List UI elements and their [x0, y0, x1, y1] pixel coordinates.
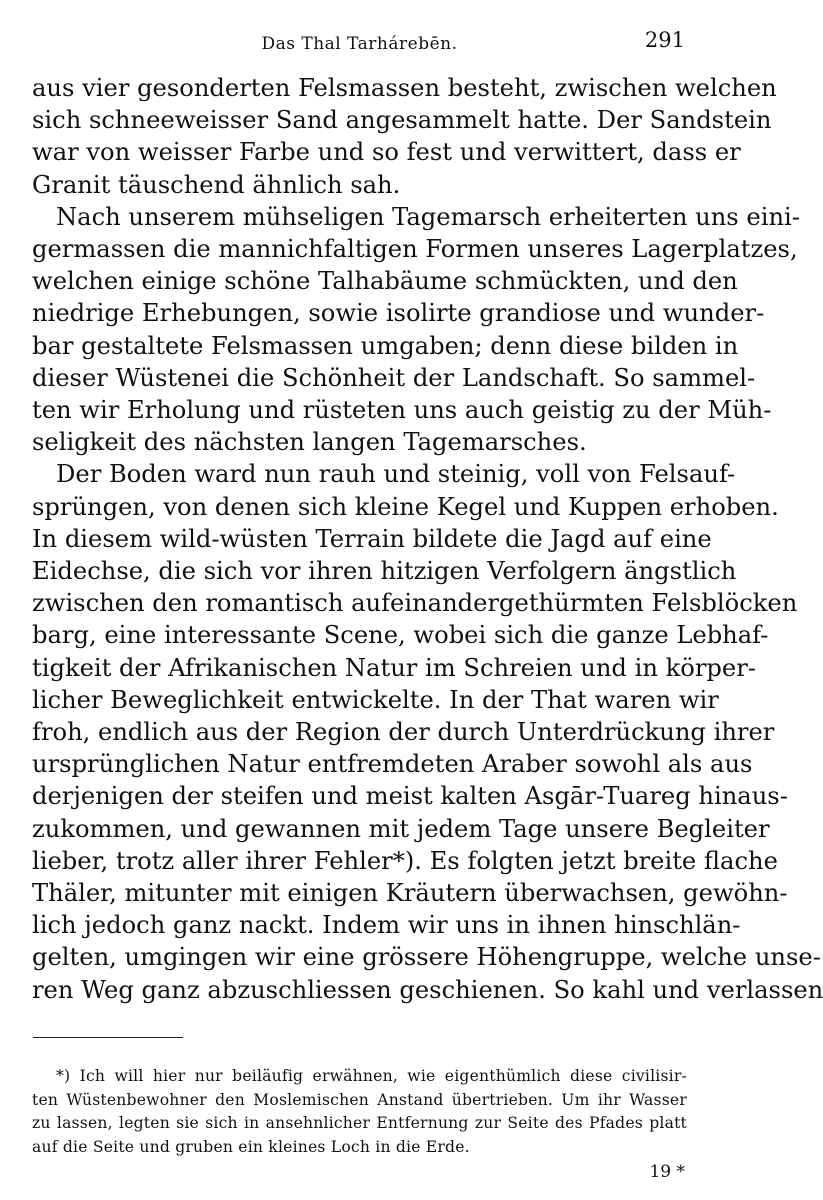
text-line: barg, eine interessante Scene, wobei sich die ganze Lebhaf-: [32, 621, 769, 650]
text-line: ren Weg ganz abzuschliessen geschienen. So kahl und verlassen: [32, 975, 823, 1004]
footnote: [32, 1065, 687, 1159]
paragraph-1: [32, 72, 777, 201]
page-header: [32, 28, 687, 58]
text-line: Nach unserem mühseligen Tagemarsch erheiterten uns eini-: [56, 202, 800, 231]
text-line: sich schneeweisser Sand angesammelt hatte. Der Sandstein: [32, 106, 772, 135]
running-title: Das Thal Tarhárebēn.: [261, 34, 458, 54]
text-line: lich jedoch ganz nackt. Indem wir uns in ihnen hinschlän-: [32, 911, 741, 940]
text-line: niedrige Erhebungen, sowie isolirte grandiose und wunder-: [32, 299, 765, 328]
text-line: bar gestaltete Felsmassen umgaben; denn diese bilden in: [32, 331, 739, 360]
text-line: welchen einige schöne Talhabäume schmückten, und den: [32, 267, 738, 296]
footnote-rule: [33, 1037, 183, 1038]
text-line: germassen die mannichfaltigen Formen unseres Lagerplatzes,: [32, 235, 798, 264]
text-line: aus vier gesonderten Felsmassen besteht, zwischen welchen: [32, 74, 777, 102]
text-line: dieser Wüstenei die Schönheit der Landschaft. So sammel-: [32, 363, 756, 392]
text-line: lieber, trotz aller ihrer Fehler*). Es folgten jetzt breite flache: [32, 846, 778, 875]
footnote-line: ten Wüstenbewohner den Moslemischen Anstand übertrieben. Um ihr Wasser: [32, 1090, 687, 1109]
text-line: licher Beweglichkeit entwickelte. In der That waren wir: [32, 685, 719, 714]
text-line: froh, endlich aus der Region der durch Unterdrückung ihrer: [32, 718, 775, 747]
text-line: Thäler, mitunter mit einigen Kräutern überwachsen, gewöhn-: [32, 879, 788, 908]
text-line: gelten, umgingen wir eine grössere Höhengruppe, welche unse-: [32, 943, 821, 972]
main-text: [32, 72, 823, 1006]
footnote-line: zu lassen, legten sie sich in ansehnlicher Entfernung zur Seite des Pfades platt: [32, 1114, 687, 1133]
text-line: zukommen, und gewannen mit jedem Tage unsere Begleiter: [32, 814, 770, 843]
page-number: 291: [644, 28, 685, 52]
footnote-line: *) Ich will hier nur beiläufig erwähnen, wie eigenthümlich diese civilisir-: [56, 1067, 687, 1085]
text-line: Granit täuschend ähnlich sah.: [32, 170, 401, 199]
text-line: Der Boden ward nun rauh und steinig, voll von Felsauf-: [56, 460, 736, 489]
signature-mark: 19 *: [649, 1162, 685, 1182]
text-line: zwischen den romantisch aufeinandergethürmten Felsblöcken: [32, 589, 798, 618]
text-line: In diesem wild-wüsten Terrain bildete die Jagd auf eine: [32, 524, 712, 553]
text-line: ursprünglichen Natur entfremdeten Araber sowohl als aus: [32, 750, 753, 779]
text-line: sprüngen, von denen sich kleine Kegel und Kuppen erhoben.: [32, 492, 779, 521]
text-line: war von weisser Farbe und so fest und verwittert, dass er: [32, 138, 741, 167]
footnote-line: auf die Seite und gruben ein kleines Loch in die Erde.: [32, 1137, 470, 1156]
text-line: derjenigen der steifen und meist kalten Asgār-Tuareg hinaus-: [32, 782, 788, 811]
paragraph-3: [32, 458, 823, 1005]
text-line: seligkeit des nächsten langen Tagemarsches.: [32, 428, 587, 457]
paragraph-2: [32, 201, 800, 459]
text-line: Eidechse, die sich vor ihren hitzigen Verfolgern ängstlich: [32, 557, 737, 586]
text-line: ten wir Erholung und rüsteten uns auch geistig zu der Müh-: [32, 396, 772, 425]
text-line: tigkeit der Afrikanischen Natur im Schreien und in körper-: [32, 653, 756, 682]
